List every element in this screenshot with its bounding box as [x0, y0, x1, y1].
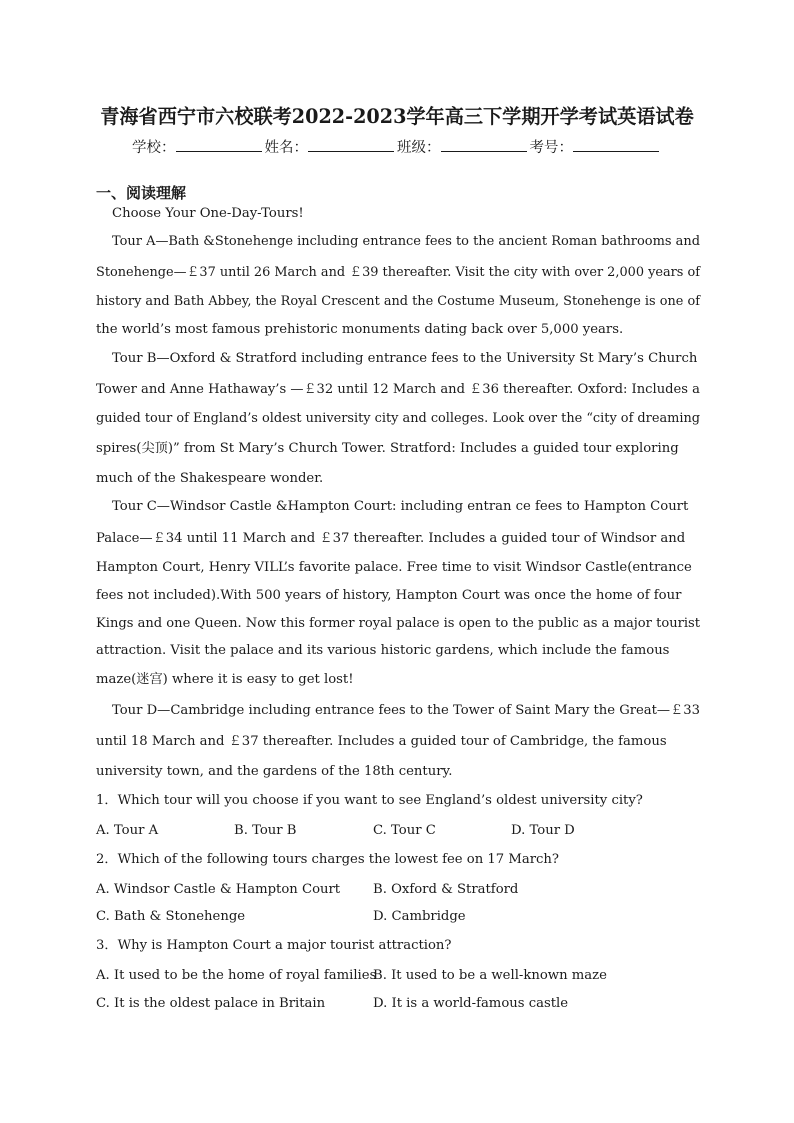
question-stem-2: 2．Which of the following tours charges the lowest fee on 17 March? — [96, 852, 559, 867]
passage-line: spires(尖顶)” from St Mary’s Church Tower. Stratford: Includes a guided tour exploring — [96, 441, 679, 456]
passage-line: Palace—￡34 until 11 March and ￡37 thereafter. Includes a guided tour of Windsor and — [96, 531, 686, 546]
name-blank — [308, 137, 394, 152]
q1-option-a: A. Tour A — [96, 823, 159, 838]
q3-option-a: A. It used to be the home of royal families — [96, 968, 377, 983]
q1-option-c: C. Tour C — [373, 823, 436, 838]
passage-line: Tour B—Oxford & Stratford including entrance fees to the University St Mary’s Church — [112, 351, 698, 366]
passage-line: Choose Your One-Day-Tours! — [112, 206, 304, 221]
passage-line: until 18 March and ￡37 thereafter. Includes a guided tour of Cambridge, the famous — [96, 734, 667, 749]
name-label: 姓名： — [264, 140, 308, 156]
passage-line: Hampton Court, Henry VILL’s favorite palace. Free time to visit Windsor Castle(entrance — [96, 560, 692, 575]
passage-line: the world’s most famous prehistoric monuments dating back over 5,000 years. — [96, 322, 624, 337]
passage-line: history and Bath Abbey, the Royal Crescent and the Costume Museum, Stonehenge is one of — [96, 294, 700, 309]
class-label: 班级： — [397, 140, 441, 156]
q2-option-b: B. Oxford & Stratford — [373, 882, 519, 897]
passage-line: Stonehenge—￡37 until 26 March and ￡39 thereafter. Visit the city with over 2,000 years of — [96, 265, 700, 280]
school-label: 学校： — [132, 140, 176, 156]
q2-option-d: D. Cambridge — [373, 909, 466, 924]
passage-line: Tower and Anne Hathaway’s —￡32 until 12 March and ￡36 thereafter. Oxford: Includes a — [96, 382, 700, 397]
number-label: 考号： — [529, 140, 573, 156]
passage-line: university town, and the gardens of the 18th century. — [96, 764, 453, 779]
passage-line: much of the Shakespeare wonder. — [96, 471, 324, 486]
q2-option-c: C. Bath & Stonehenge — [96, 909, 246, 924]
passage-line: maze(迷宫) where it is easy to get lost! — [96, 672, 354, 687]
passage-line: Tour C—Windsor Castle &Hampton Court: including entran ce fees to Hampton Court — [112, 499, 689, 514]
passage-line: fees not included).With 500 years of history, Hampton Court was once the home of four — [96, 588, 682, 603]
passage-line: attraction. Visit the palace and its various historic gardens, which include the famous — [96, 643, 670, 658]
q2-option-a: A. Windsor Castle & Hampton Court — [96, 882, 341, 897]
passage-line: Tour A—Bath &Stonehenge including entrance fees to the ancient Roman bathrooms and — [112, 234, 700, 249]
passage-line: guided tour of England’s oldest university city and colleges. Look over the “city of dreaming — [96, 411, 700, 426]
q3-option-b: B. It used to be a well-known maze — [373, 968, 607, 983]
q3-option-c: C. It is the oldest palace in Britain — [96, 996, 326, 1011]
passage-line: Tour D—Cambridge including entrance fees to the Tower of Saint Mary the Great—￡33 — [112, 703, 700, 718]
question-stem-3: 3．Why is Hampton Court a major tourist attraction? — [96, 938, 452, 953]
exam-title: 青海省西宁市六校联考2022-2023学年高三下学期开学考试英语试卷 — [100, 105, 694, 128]
q3-option-d: D. It is a world-famous castle — [373, 996, 569, 1011]
section-heading: 一、阅读理解 — [96, 184, 187, 202]
q1-option-d: D. Tour D — [511, 823, 575, 838]
question-stem-1: 1．Which tour will you choose if you want to see England’s oldest university city? — [96, 793, 643, 808]
class-blank — [441, 137, 527, 152]
student-info-row — [0, 136, 794, 157]
passage-line: Kings and one Queen. Now this former royal palace is open to the public as a major tourist — [96, 616, 700, 631]
school-blank — [176, 137, 262, 152]
q1-option-b: B. Tour B — [234, 823, 297, 838]
number-blank — [573, 137, 659, 152]
